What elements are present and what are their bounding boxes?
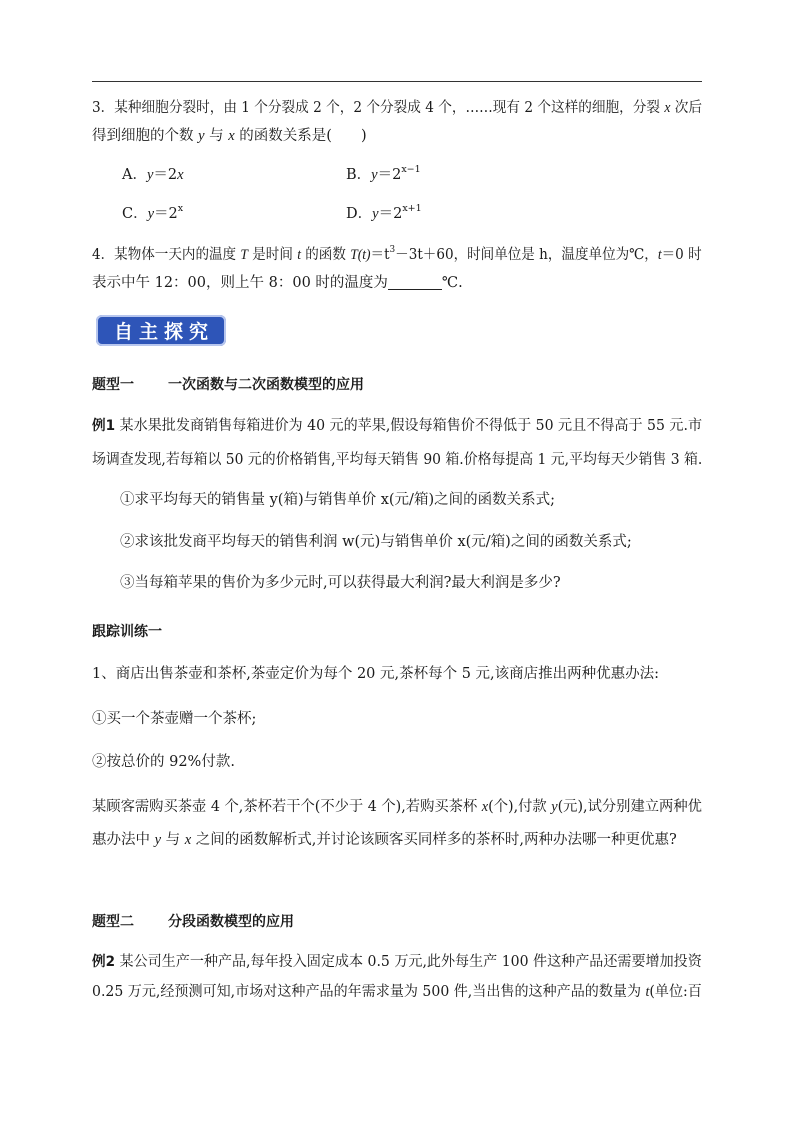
q4-text: 4．某物体一天内的温度 <box>92 247 241 263</box>
base: 2 <box>392 167 402 183</box>
q4-text: 表示中午 12：00，则上午 8：00 时的温度为 <box>92 275 388 291</box>
q3-text-end: 次后 <box>670 100 702 116</box>
exponent: x <box>177 167 184 183</box>
equals: ＝ <box>154 206 169 222</box>
q3-line-1 <box>92 98 702 118</box>
q4-text: ＝0 时 <box>661 247 702 263</box>
ex1-label: 例1 <box>92 418 116 434</box>
q3-option-d <box>346 204 422 224</box>
track1-opt-1: ①买一个茶壶赠一个茶杯; <box>92 711 257 727</box>
type1-heading <box>92 375 364 395</box>
option-label: A． <box>122 167 147 183</box>
func-body: ＝t <box>370 247 390 263</box>
equals: ＝ <box>378 206 394 222</box>
q3-option-b <box>346 165 421 185</box>
func-name: T <box>350 247 358 263</box>
var-y: y <box>154 832 162 848</box>
type2-heading <box>92 912 294 932</box>
q4-text: ，时间单位是 h，温度单位为℃， <box>453 247 658 263</box>
q4-line-1 <box>92 245 702 265</box>
q3-text: 得到细胞的个数 <box>92 128 199 144</box>
q4-text-end: ℃. <box>441 275 463 291</box>
exponent: x−1 <box>401 164 421 176</box>
var-y: y <box>372 206 379 222</box>
ex1-item-3: ③当每箱苹果的售价为多少元时,可以获得最大利润?最大利润是多少? <box>120 575 561 591</box>
var-y: y <box>198 128 205 144</box>
track1-p3 <box>92 830 677 850</box>
ex2-label: 例2 <box>92 954 116 970</box>
section-banner: 自主探究 <box>96 315 226 346</box>
type2-label: 题型二 <box>92 914 134 930</box>
base: 2 <box>393 206 403 222</box>
track1-opt-2: ②按总价的 92%付款. <box>92 754 235 770</box>
ex1-item-1: ①求平均每天的销售量 y(箱)与销售单价 x(元/箱)之间的函数关系式; <box>120 492 555 508</box>
func-body: －3t＋60 <box>395 247 454 263</box>
track1-text: 惠办法中 <box>92 832 155 848</box>
var-t: t <box>657 247 662 263</box>
ex1-item-2: ②求该批发商平均每天的销售利润 w(元)与销售单价 x(元/箱)之间的函数关系式; <box>120 534 632 550</box>
q3-text: 与 <box>204 128 229 144</box>
type2-title: 分段函数模型的应用 <box>168 914 294 930</box>
type1-label: 题型一 <box>92 377 134 393</box>
ex1-text: 某水果批发商销售每箱进价为 40 元的苹果,假设每箱售价不得低于 50 元且不得高于 55 元.市 <box>115 418 703 434</box>
track1-heading: 跟踪训练一 <box>92 624 162 640</box>
header-rule <box>92 81 702 82</box>
track1-text: 之间的函数解析式,并讨论该顾客买同样多的茶杯时,两种办法哪一种更优惠? <box>191 832 677 848</box>
var-x: x <box>184 832 192 848</box>
var-t: t <box>297 247 301 263</box>
track1-text: 某顾客需购买茶壶 4 个,茶杯若干个(不少于 4 个),若购买茶杯 <box>92 799 482 815</box>
track1-text: (元),试分别建立两种优 <box>557 799 702 815</box>
q3-text: 3．某种细胞分裂时，由 1 个分裂成 2 个，2 个分裂成 4 个，……现有 2 个这样的细胞，分裂 <box>92 100 665 116</box>
equals: ＝ <box>377 167 393 183</box>
q3-option-a <box>122 165 184 185</box>
option-label: B． <box>346 167 372 183</box>
var-T: T <box>240 247 248 263</box>
ex2-line-2 <box>92 982 702 1002</box>
track1-text: (个),付款 <box>488 799 552 815</box>
ex2-text: (单位:百 <box>649 984 702 1000</box>
ex2-text: 某公司生产一种产品,每年投入固定成本 0.5 万元,此外每生产 100 件这种产品还需要增加投资 <box>115 954 702 970</box>
track1-text: 与 <box>161 832 185 848</box>
q3-text: 的函数关系是( ) <box>234 128 367 144</box>
option-label: C． <box>122 206 148 222</box>
var-y: y <box>147 206 155 222</box>
option-label: D． <box>346 206 373 222</box>
var-x: x <box>664 100 671 116</box>
ex1-line-1 <box>92 416 702 436</box>
q4-text: 的函数 <box>300 247 351 263</box>
func-arg: (t) <box>357 247 371 263</box>
q3-option-c <box>122 204 183 224</box>
q3-line-2 <box>92 126 367 146</box>
base: 2 <box>168 206 178 222</box>
ex2-line-1 <box>92 952 702 972</box>
exponent: 3 <box>389 244 396 256</box>
var-t: t <box>645 984 650 1000</box>
equals: ＝ <box>153 167 168 183</box>
var-y: y <box>371 167 378 183</box>
var-y: y <box>146 167 154 183</box>
ex1-line-2: 场调查发现,若每箱以 50 元的价格销售,平均每天销售 90 箱.价格每提高 1 元,平均每天少销售 3 箱. <box>92 452 703 468</box>
var-x: x <box>228 128 235 144</box>
type1-title: 一次函数与二次函数模型的应用 <box>168 377 364 393</box>
var-x: x <box>481 799 489 815</box>
q4-line-2 <box>92 273 463 293</box>
q4-text: 是时间 <box>247 247 298 263</box>
ex2-text: 0.25 万元,经预测可知,市场对这种产品的年需求量为 500 件,当出售的这种产品的数量为 <box>92 984 646 1000</box>
track1-p1: 1、商店出售茶壶和茶杯,茶壶定价为每个 20 元,茶杯每个 5 元,该商店推出两种优惠办法: <box>92 666 660 682</box>
answer-blank <box>388 275 442 290</box>
base: 2 <box>167 167 178 183</box>
exponent: x+1 <box>402 203 422 215</box>
exponent: x <box>177 203 184 215</box>
var-y: y <box>551 799 558 815</box>
track1-p2 <box>92 797 702 817</box>
